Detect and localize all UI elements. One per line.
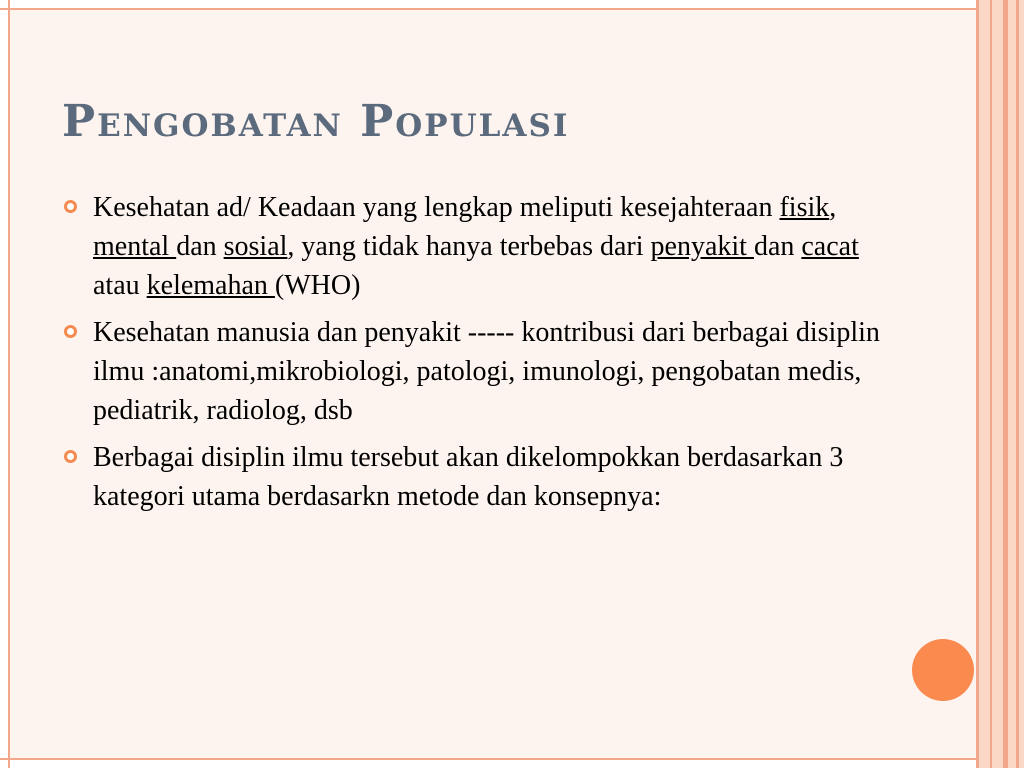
left-border-line [8,0,10,768]
top-border-line [0,8,1024,10]
bullet-item [62,438,892,516]
underlined-term: fisik [779,192,830,223]
bullet-text [93,192,859,301]
bullet-text-segment: Kesehatan ad/ Keadaan yang lengkap meliputi kesejahteraan [93,192,780,223]
bullet-icon [64,325,77,338]
bullet-text: Berbagai disiplin ilmu tersebut akan dikelompokkan berdasarkan 3 kategori utama berdasarkn metode dan konsepnya: [93,442,844,512]
bottom-border-line [0,758,1024,760]
underlined-term: cacat [801,231,859,262]
bullet-item [62,188,892,305]
bullet-text-segment: dan [176,231,224,262]
bullet-text-segment: dan [753,231,802,262]
right-stripe [1016,0,1019,768]
bullet-list [62,188,892,524]
underlined-term: kelemahan [146,270,275,301]
bullet-text-segment: atau [93,270,147,301]
bullet-icon [64,450,77,463]
slide-title: Pengobatan Populasi [62,96,570,147]
bullet-text-segment: , [829,192,837,223]
orange-circle-decoration [912,639,974,701]
underlined-term: mental [93,231,177,262]
right-stripe [976,0,979,768]
underlined-term: sosial [223,231,288,262]
bullet-text-segment: (WHO) [274,270,361,301]
bullet-icon [64,200,77,213]
bullet-text: Kesehatan manusia dan penyakit ----- kontribusi dari berbagai disiplin ilmu :anatomi,mikrobiologi, patologi, imunologi, pengobatan medis, pediatrik, radiolog, dsb [93,317,880,426]
bullet-item [62,313,892,430]
underlined-term: penyakit [650,231,754,262]
right-stripe [1003,0,1008,768]
bullet-text-segment: , yang tidak hanya terbebas dari [287,231,651,262]
right-stripe [990,0,992,768]
